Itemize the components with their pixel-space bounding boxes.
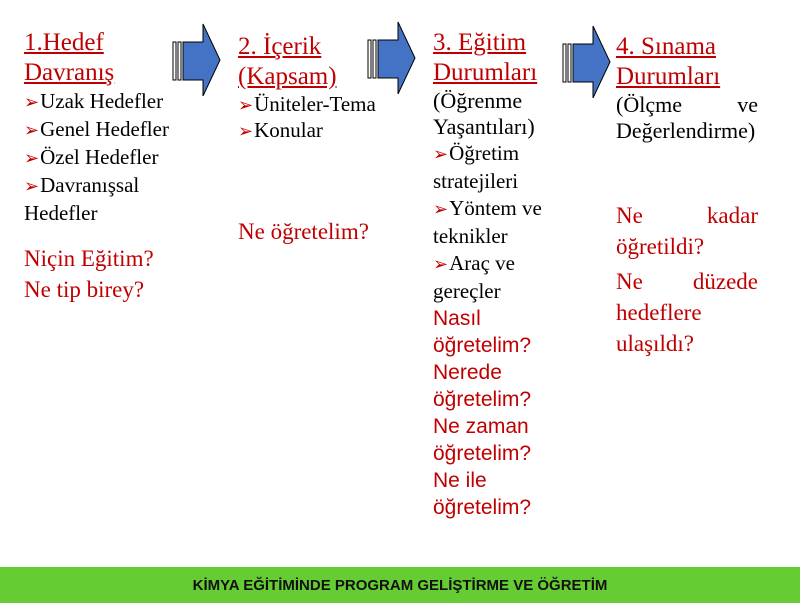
question-text: Nasıl öğretelim? [433, 307, 532, 357]
list-item: ➢Yöntem ve teknikler [433, 196, 542, 248]
column-title: 2. İçerik (Kapsam) [238, 33, 337, 90]
bullet-arrow-icon: ➢ [433, 254, 449, 274]
column-hedef [24, 28, 214, 305]
question-text: Ne öğretelim? [238, 219, 369, 244]
list-item: ➢Genel Hedefler [24, 117, 169, 141]
bullet-arrow-icon: ➢ [24, 92, 40, 112]
list-item: ➢Konular [238, 118, 323, 142]
list-item: ➢Davranışsal Hedefler [24, 173, 140, 225]
bullet-arrow-icon: ➢ [433, 144, 449, 164]
bullet-arrow-icon: ➢ [238, 121, 254, 141]
bullet-arrow-icon: ➢ [24, 120, 40, 140]
item-list [433, 140, 583, 305]
bullet-arrow-icon: ➢ [433, 199, 449, 219]
question-text: Ne düzede hedeflere ulaşıldı? [616, 269, 758, 356]
item-list [24, 88, 214, 227]
bullet-arrow-icon: ➢ [24, 176, 40, 196]
column-icerik [238, 32, 418, 247]
bullet-arrow-icon: ➢ [238, 95, 254, 115]
item-list [238, 92, 418, 144]
question-text: Niçin Eğitim? [24, 246, 154, 271]
column-sinama [616, 32, 758, 359]
list-item: ➢Uzak Hedefler [24, 89, 164, 113]
column-title: 4. Sınama Durumları [616, 33, 721, 90]
column-egitim [433, 28, 583, 521]
column-subtitle: (Ölçme ve Değerlendirme) [616, 92, 758, 143]
column-title: 3. Eğitim Durumları [433, 29, 538, 86]
list-item: ➢Öğretim stratejileri [433, 141, 520, 193]
list-item: ➢Özel Hedefler [24, 145, 159, 169]
list-item: ➢Araç ve gereçler [433, 251, 515, 303]
question-text: Ne ile öğretelim? [433, 469, 532, 519]
footer-banner [0, 567, 800, 603]
question-text: Ne zaman öğretelim? [433, 415, 532, 465]
footer-text: KİMYA EĞİTİMİNDE PROGRAM GELİŞTİRME VE ÖĞRETİM [192, 576, 608, 594]
question-text: Ne tip birey? [24, 277, 145, 302]
list-item: ➢Üniteler-Tema [238, 92, 376, 116]
column-title: 1.Hedef Davranış [24, 29, 115, 86]
column-subtitle: (Öğrenme Yaşantıları) [433, 88, 535, 139]
question-text: Nerede öğretelim? [433, 361, 532, 411]
question-text: Ne kadar öğretildi? [616, 203, 758, 259]
bullet-arrow-icon: ➢ [24, 148, 40, 168]
